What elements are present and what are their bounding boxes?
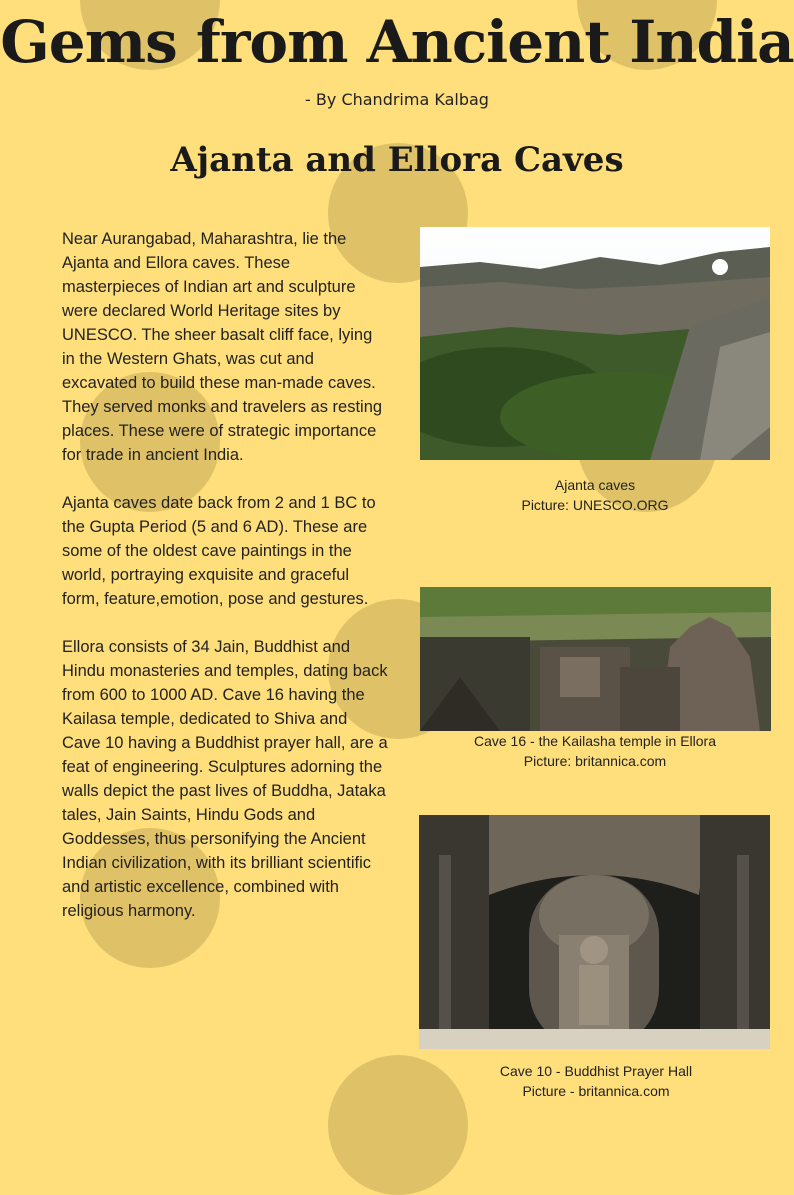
figure-caption [420, 1061, 772, 1101]
paragraph-ellora: Ellora consists of 34 Jain, Buddhist and Hindu monasteries and temples, dating back from 600 to 1000 AD. Cave 16 having the Kailasa temple, dedicated to Shiva and Cave 10 having a Buddhist prayer hall, are a feat of engineering. Sculptures adorning the walls depict the past lives of Buddha, Jataka tales, Jain Saints, Hindu Gods and Goddesses, thus personifying the Ancient Indian civilization, with its brilliant scientific and artistic excellence, combined with religious harmony. [62, 638, 388, 920]
caption-title: Cave 10 - Buddhist Prayer Hall [499, 1063, 693, 1079]
article-body [62, 227, 388, 947]
author-byline: - By Chandrima Kalbag [305, 90, 489, 109]
kailasa-temple-photo [420, 587, 771, 731]
figure-caption [420, 731, 770, 771]
paragraph-ajanta: Ajanta caves date back from 2 and 1 BC to the Gupta Period (5 and 6 AD). These are some of the oldest cave paintings in the world, portraying exquisite and graceful form, feature,emotion, pose and gestures. [62, 494, 376, 608]
caption-title: Cave 16 - the Kailasha temple in Ellora [473, 733, 717, 749]
caption-credit: Picture: UNESCO.ORG [521, 497, 669, 513]
caption-credit: Picture: britannica.com [523, 753, 667, 769]
figure-caption [420, 475, 770, 515]
caption-credit: Picture - britannica.com [522, 1083, 670, 1099]
ajanta-caves-photo [420, 227, 770, 460]
paragraph-intro: Near Aurangabad, Maharashtra, lie the Ajanta and Ellora caves. These masterpieces of Indian art and sculpture were declared World Heritage sites by UNESCO. The sheer basalt cliff face, lying in the Western Ghats, was cut and excavated to build these man-made caves. They served monks and travelers as resting places. These were of strategic importance for trade in ancient India. [62, 230, 383, 464]
page-title: Gems from Ancient India [0, 8, 794, 76]
caption-title: Ajanta caves [554, 477, 636, 493]
section-subtitle: Ajanta and Ellora Caves [170, 140, 624, 180]
buddhist-prayer-hall-photo [419, 815, 770, 1049]
